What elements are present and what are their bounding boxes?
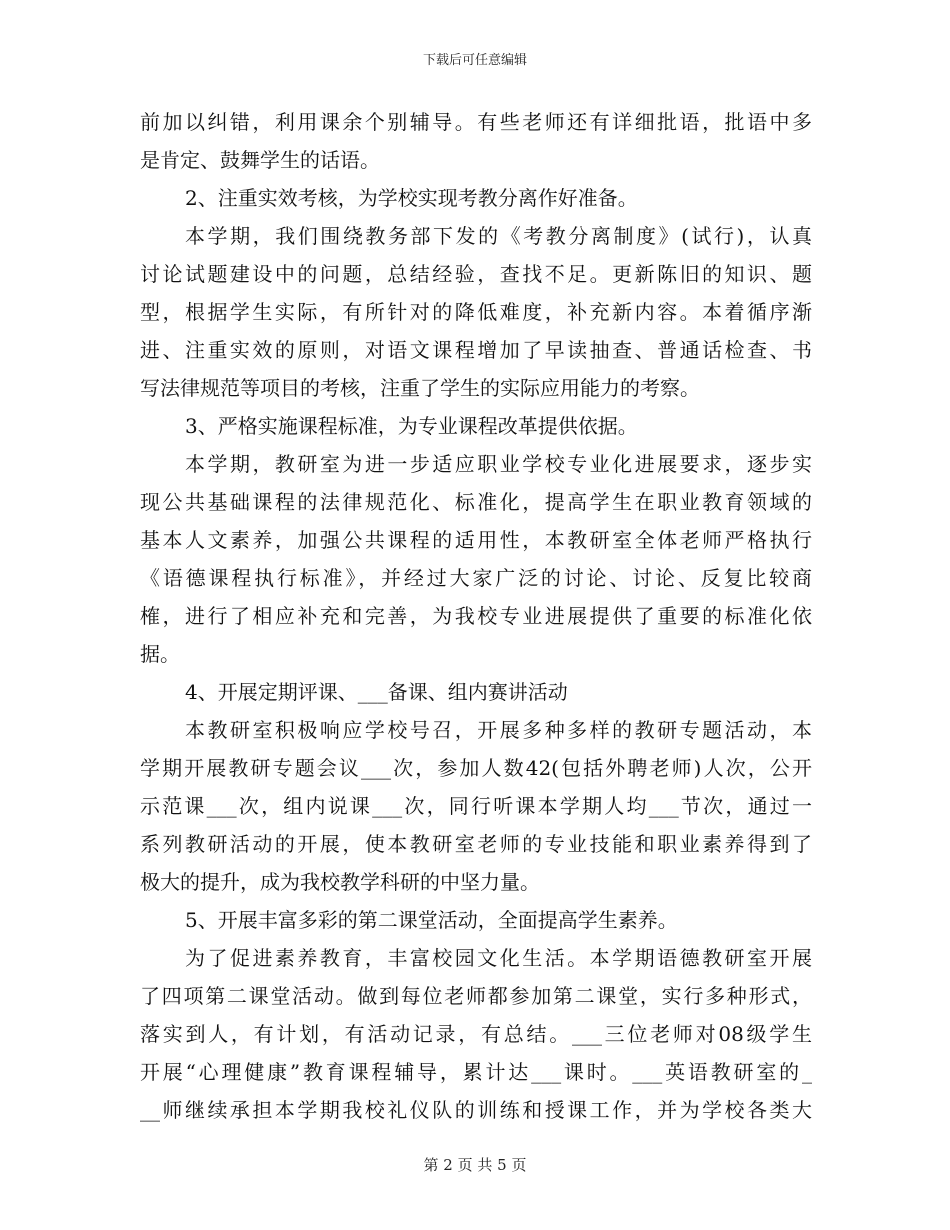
text-line: 为了促进素养教育，丰富校园文化生活。本学期语德教研室开展 [185,946,812,970]
text-line: __师继续承担本学期我校礼仪队的训练和授课工作，并为学校各类大 [140,1098,812,1122]
text-line: 3、严格实施课程标准，为专业课程改革提供依据。 [185,414,638,438]
text-line: 开展“心理健康”教育课程辅导，累计达___课时。___英语教研室的_ [140,1060,812,1084]
text-line: 本学期，教研室为进一步适应职业学校专业化进展要求，逐步实 [185,452,812,476]
text-line: 学期开展教研专题会议___次，参加人数42(包括外聘老师)人次，公开 [140,756,812,780]
text-line: 5、开展丰富多彩的第二课堂活动，全面提高学生素养。 [185,908,678,932]
text-line: 示范课___次，组内说课___次，同行听课本学期人均___节次，通过一 [140,794,812,818]
text-line: 据。 [140,642,180,666]
text-line: 2、注重实效考核，为学校实现考教分离作好准备。 [185,186,638,210]
text-line: 基本人文素养，加强公共课程的适用性，本教研室全体老师严格执行 [140,528,812,552]
document-body [140,103,812,1129]
text-line: 型，根据学生实际，有所针对的降低难度，补充新内容。本着循序渐 [140,300,812,324]
page-number-footer: 第 2 页 共 5 页 [423,1156,527,1174]
text-line: 写法律规范等项目的考核，注重了学生的实际应用能力的考察。 [140,376,700,400]
text-line: 极大的提升，成为我校教学科研的中坚力量。 [140,870,540,894]
text-line: 了四项第二课堂活动。做到每位老师都参加第二课堂，实行多种形式， [140,984,812,1008]
text-line: 《语德课程执行标准》，并经过大家广泛的讨论、讨论、反复比较商 [140,566,812,590]
text-line: 榷，进行了相应补充和完善，为我校专业进展提供了重要的标准化依 [140,604,812,628]
text-line: 前加以纠错，利用课余个别辅导。有些老师还有详细批语，批语中多 [140,110,812,134]
text-line: 本教研室积极响应学校号召，开展多种多样的教研专题活动，本 [185,718,812,742]
text-line: 讨论试题建设中的问题，总结经验，查找不足。更新陈旧的知识、题 [140,262,812,286]
text-line: 是肯定、鼓舞学生的话语。 [140,148,380,172]
text-line: 现公共基础课程的法律规范化、标准化，提高学生在职业教育领域的 [140,490,812,514]
text-line: 进、注重实效的原则，对语文课程增加了早读抽查、普通话检查、书 [140,338,812,362]
text-line: 本学期，我们围绕教务部下发的《考教分离制度》(试行)，认真 [185,224,812,248]
text-line: 系列教研活动的开展，使本教研室老师的专业技能和职业素养得到了 [140,832,812,856]
text-line: 4、开展定期评课、___备课、组内赛讲活动 [185,680,568,704]
text-line: 落实到人，有计划，有活动记录，有总结。___三位老师对08级学生 [140,1022,812,1046]
page-header-note: 下载后可任意编辑 [422,53,527,68]
